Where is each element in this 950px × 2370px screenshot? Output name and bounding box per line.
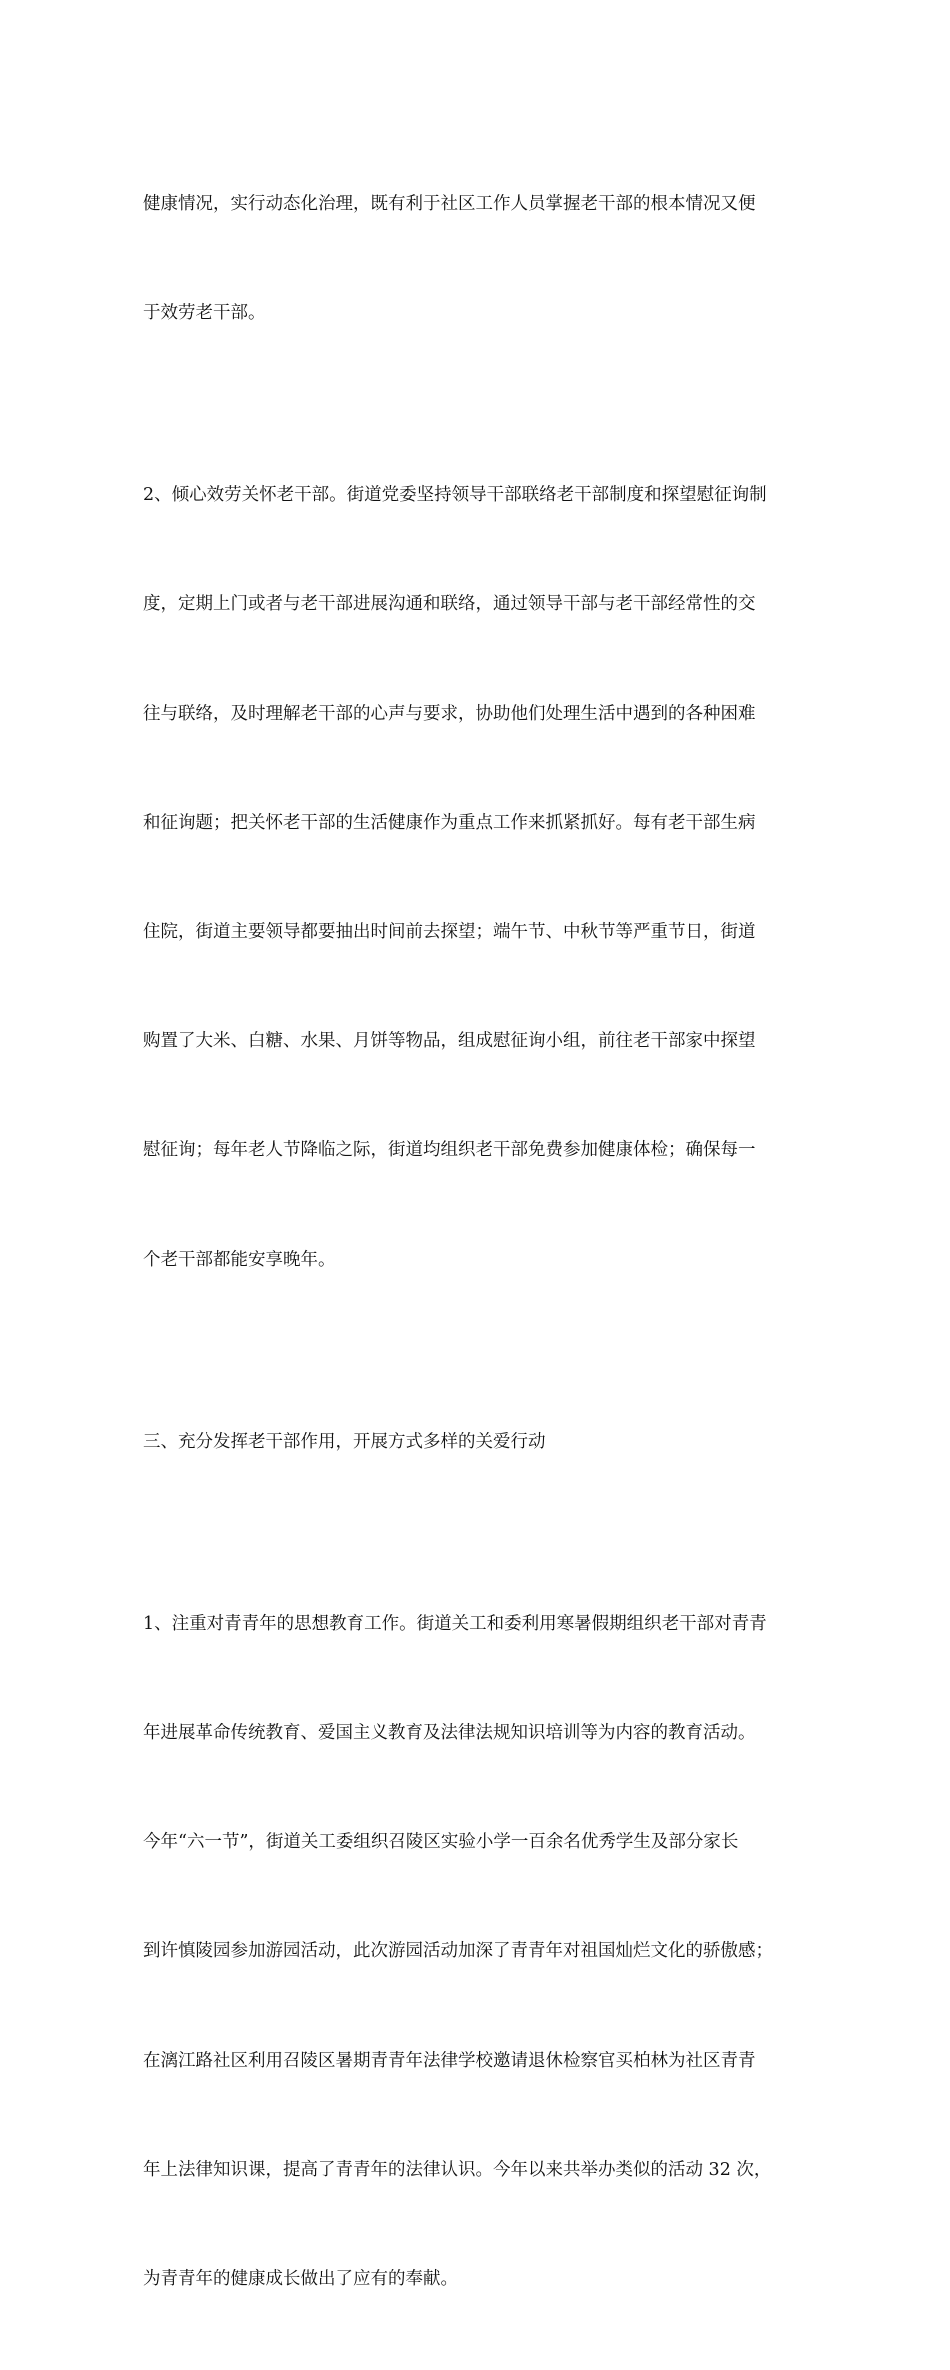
section-heading [143,1351,811,1533]
text-line: 年进展革命传统教育、爱国主义教育及法律法规知识培训等为内容的教育活动。 [143,1722,756,1743]
document-body [143,113,811,2370]
text-line: 度，定期上门或者与老干部进展沟通和联络，通过领导干部与老干部经常性的交 [143,594,756,615]
text-line: 于效劳老干部。 [143,303,266,324]
text-line: 到许慎陵园参加游园活动，此次游园活动加深了青青年对祖国灿烂文化的骄傲感； [143,1941,773,1962]
paragraph-youth-education [143,1533,811,2370]
text-line: 在漓江路社区利用召陵区暑期青青年法律学校邀请退休检察官买柏林为社区青青 [143,2050,756,2071]
text-line: 住院，街道主要领导都要抽出时间前去探望；端午节、中秋节等严重节日，街道 [143,921,756,942]
text-line: 1、注重对青青年的思想教育工作。街道关工和委利用寒暑假期组织老干部对青青 [143,1613,767,1634]
text-line: 2、倾心效劳关怀老干部。街道党委坚持领导干部联络老干部制度和探望慰征询制 [143,485,767,506]
text-line: 和征询题；把关怀老干部的生活健康作为重点工作来抓紧抓好。每有老干部生病 [143,812,756,833]
text-line: 健康情况，实行动态化治理，既有利于社区工作人员掌握老干部的根本情况又便 [143,193,756,214]
text-line: 慰征询；每年老人节降临之际，街道均组织老干部免费参加健康体检；确保每一 [143,1140,756,1161]
paragraph-care-for-cadres [143,404,811,1351]
text-line: 个老干部都能安享晚年。 [143,1249,336,1270]
text-line: 购置了大米、白糖、水果、月饼等物品，组成慰征询小组，前往老干部家中探望 [143,1031,756,1052]
text-line: 为青青年的健康成长做出了应有的奉献。 [143,2268,458,2289]
text-line: 往与联络，及时理解老干部的心声与要求，协助他们处理生活中遇到的各种困难 [143,703,756,724]
paragraph-health-management [143,113,811,404]
text-line: 三、充分发挥老干部作用，开展方式多样的关爱行动 [143,1431,546,1452]
text-line: 年上法律知识课，提高了青青年的法律认识。今年以来共举办类似的活动 32 次， [143,2159,772,2180]
text-line: 今年“六一节”，街道关工委组织召陵区实验小学一百余名优秀学生及部分家长 [143,1832,739,1853]
